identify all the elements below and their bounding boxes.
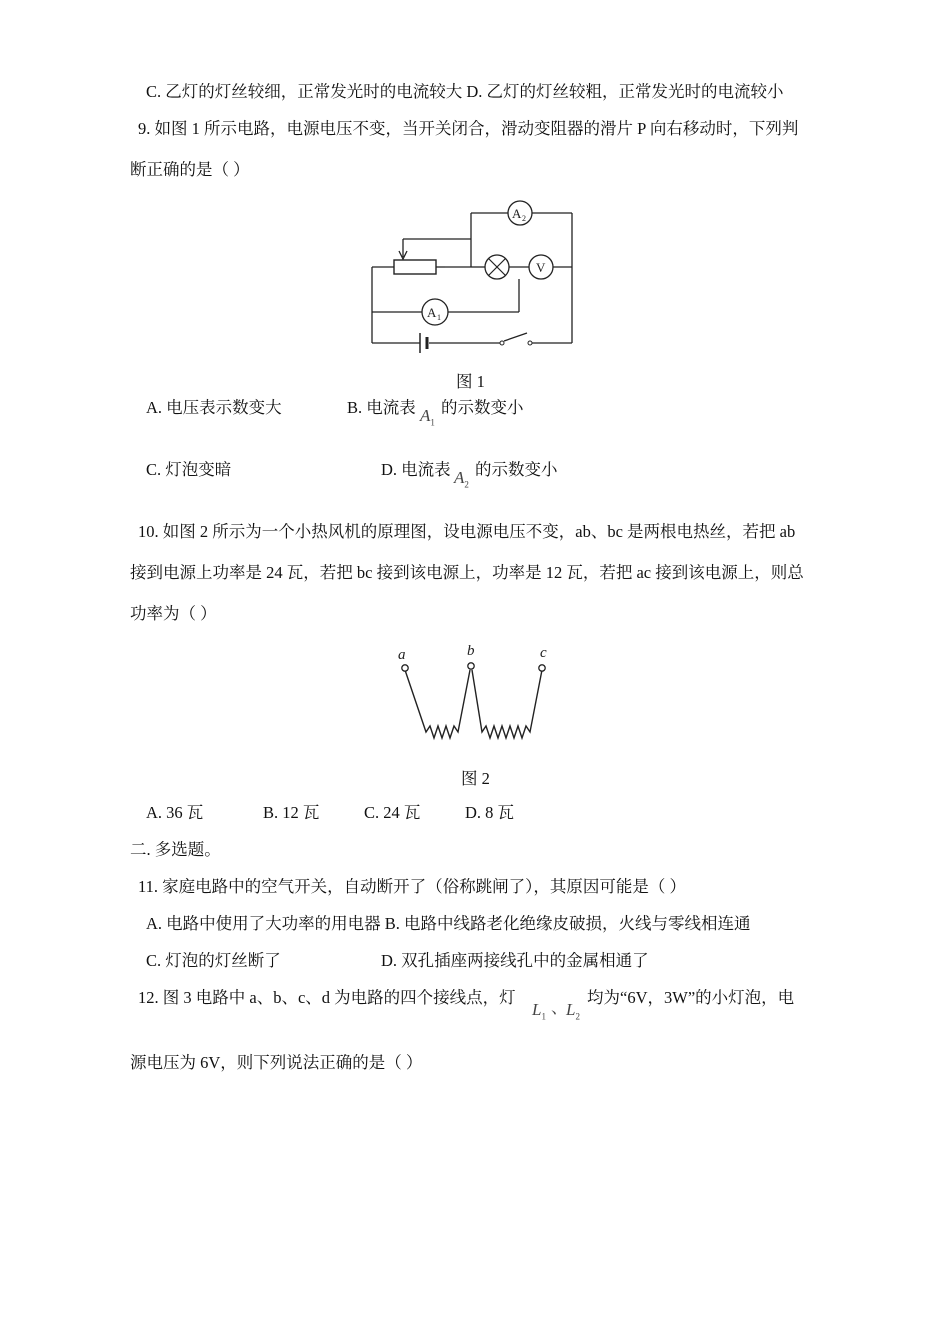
q9-option-d-symbol: $A_2$ [454, 468, 469, 490]
q9-option-d-prefix: D. 电流表 [381, 460, 451, 479]
q11-option-d: D. 双孔插座两接线孔中的金属相通了 [381, 951, 649, 970]
q10-option-b: B. 12 瓦 [263, 803, 320, 822]
q9-option-c: C. 灯泡变暗 [146, 460, 232, 479]
q12-stem-suffix: 均为“6V，3W”的小灯泡，电 [587, 988, 795, 1007]
lamp-l2-symbol: $L_2$ [566, 1000, 580, 1022]
q11-options-ab: A. 电路中使用了大功率的用电器 B. 电路中线路老化绝缘皮破损，火线与零线相连通 [146, 914, 751, 933]
q12-symbol-separator: 、 [551, 998, 568, 1017]
q9-option-b-prefix: B. 电流表 [347, 398, 416, 417]
terminal-c-label: c [540, 645, 547, 661]
q10-option-c: C. 24 瓦 [364, 803, 421, 822]
q8-options-cd: C. 乙灯的灯丝较细，正常发光时的电流较大 D. 乙灯的灯丝较粗，正常发光时的电流较小 [146, 82, 784, 101]
q10-stem-line1: 10. 如图 2 所示为一个小热风机的原理图，设电源电压不变，ab、bc 是两根电热丝，若把 ab [138, 522, 796, 541]
q9-stem-line1: 9. 如图 1 所示电路，电源电压不变，当开关闭合，滑动变阻器的滑片 P 向右移动时，下列判 [138, 119, 799, 138]
q12-stem-line2: 源电压为 6V，则下列说法正确的是（ ） [130, 1053, 423, 1072]
lamp-l1-symbol: $L_1$ [532, 1000, 546, 1022]
q10-option-d: D. 8 瓦 [465, 803, 515, 822]
ammeter-a1-label: A [427, 305, 437, 320]
voltmeter-label: V [536, 260, 546, 275]
q9-option-d-suffix: 的示数变小 [475, 460, 558, 479]
figure-1-caption: 图 1 [456, 372, 485, 391]
terminal-a-label: a [398, 647, 406, 663]
q9-option-b-suffix: 的示数变小 [441, 398, 524, 417]
q9-option-a: A. 电压表示数变大 [146, 398, 282, 417]
q10-stem-line2: 接到电源上功率是 24 瓦，若把 bc 接到该电源上，功率是 12 瓦，若把 ac 接到该电源上，则总 [130, 563, 804, 582]
q9-stem-line2: 断正确的是（ ） [130, 160, 250, 179]
ammeter-a2-label: A [512, 206, 522, 221]
figure-2-caption: 图 2 [461, 769, 490, 788]
q9-option-b-symbol: $A_1$ [420, 406, 435, 428]
q10-option-a: A. 36 瓦 [146, 803, 204, 822]
terminal-b-label: b [467, 643, 475, 659]
ammeter-a1-subscript: 1 [437, 313, 441, 322]
section-2-heading: 二. 多选题。 [130, 840, 221, 859]
figure-2-heater-wires [390, 640, 570, 750]
q11-option-c: C. 灯泡的灯丝断了 [146, 951, 281, 970]
figure-1-circuit [365, 195, 585, 365]
ammeter-a2-subscript: 2 [522, 214, 526, 223]
q10-stem-line3: 功率为（ ） [130, 604, 217, 623]
q11-stem: 11. 家庭电路中的空气开关，自动断开了（俗称跳闸了），其原因可能是（ ） [138, 877, 687, 896]
q12-stem-prefix: 12. 图 3 电路中 a、b、c、d 为电路的四个接线点，灯 [138, 988, 516, 1007]
